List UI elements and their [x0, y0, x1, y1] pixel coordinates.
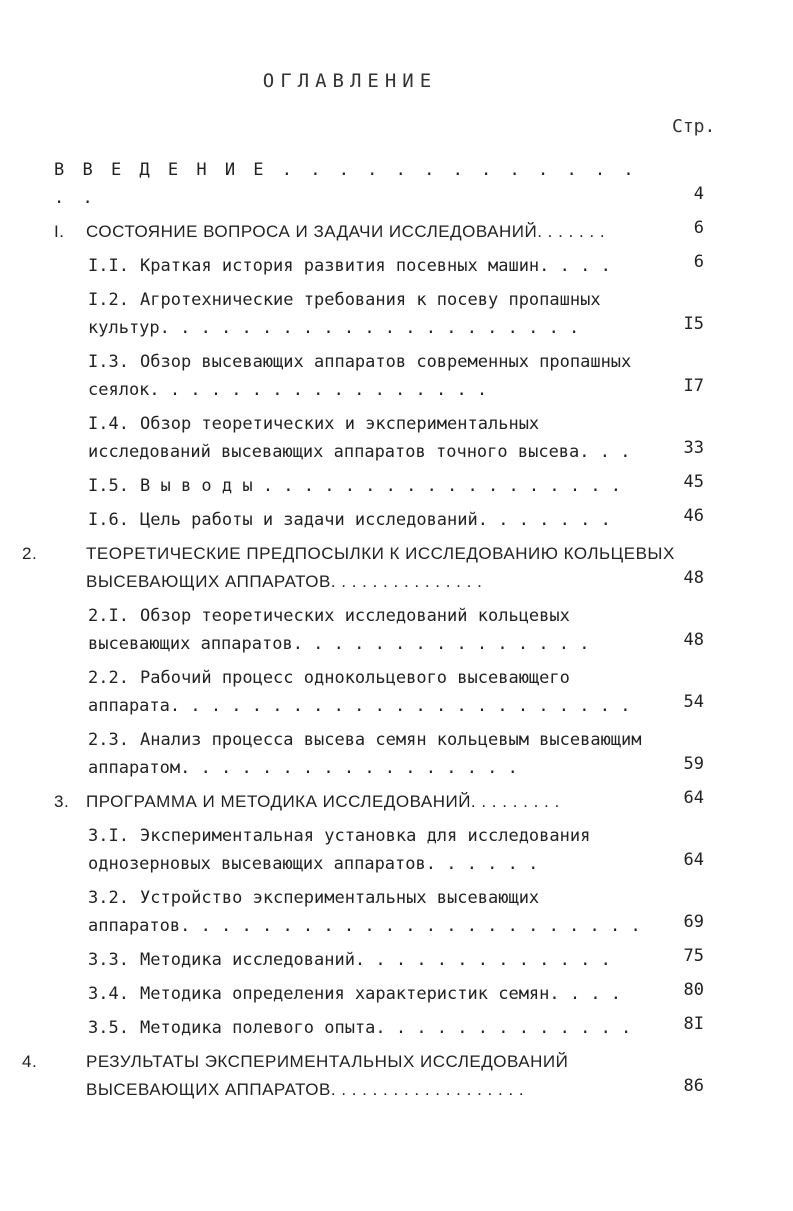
- toc-entry-number: I.2.: [88, 290, 129, 310]
- toc-page-number: 48: [683, 568, 704, 588]
- toc-entry-number: 2.I.: [88, 606, 129, 626]
- toc-entry-number: I.6.: [88, 510, 129, 530]
- toc-entry-number: 3.: [54, 792, 70, 811]
- toc-entry-text: РЕЗУЛЬТАТЫ ЭКСПЕРИМЕНТАЛЬНЫХ ИССЛЕДОВАНИЙ ВЫСЕВАЮЩИХ АППАРАТОВ. . . . . . . . . . . . . . . . . . .: [86, 1052, 569, 1099]
- toc-entry-text: Обзор теоретических исследований кольцевых высевающих аппаратов. . . . . . . . . . . . . . .: [88, 606, 590, 654]
- toc-entry-text: ТЕОРЕТИЧЕСКИЕ ПРЕДПОСЫЛКИ К ИССЛЕДОВАНИЮ КОЛЬЦЕВЫХ ВЫСЕВАЮЩИХ АППАРАТОВ. . . . . . . . . . . . . . .: [86, 544, 675, 591]
- toc-page-number: 69: [683, 912, 704, 932]
- toc-entry-2-3: [54, 726, 734, 782]
- toc-entry-text: Экспериментальная установка для исследования однозерновых высевающих аппаратов. . . . . .: [88, 826, 591, 874]
- toc-page-number: 33: [683, 438, 704, 458]
- toc-entry-number: I.3.: [88, 352, 129, 372]
- toc-entry-text: Устройство экспериментальных высевающих аппаратов. . . . . . . . . . . . . . . . . . . . . . .: [88, 888, 641, 936]
- toc-entry-text: Рабочий процесс однокольцевого высевающего аппарата. . . . . . . . . . . . . . . . . . . . . . .: [88, 668, 631, 716]
- toc-entry-text: Методика определения характеристик семян. . . .: [140, 984, 622, 1004]
- toc-entry-text: СОСТОЯНИЕ ВОПРОСА И ЗАДАЧИ ИССЛЕДОВАНИЙ. . . . . . .: [86, 222, 606, 241]
- toc-entry-1-3: [54, 348, 734, 404]
- toc-entry-number: 2.3.: [88, 730, 129, 750]
- toc-entry-1-5: [54, 472, 734, 500]
- toc-entry-3-5: [54, 1014, 734, 1042]
- toc-entry-1-6: [54, 506, 734, 534]
- toc-entry-2-2: [54, 664, 734, 720]
- toc-page-number: 59: [683, 754, 704, 774]
- toc-entry-chapter-3: [54, 788, 734, 816]
- toc-entry-number: 2.: [22, 544, 38, 563]
- toc-entry-chapter-4: [22, 1048, 734, 1104]
- toc-entry-3-3: [54, 946, 734, 974]
- toc-entry-text: Цель работы и задачи исследований. . . . . . .: [140, 510, 611, 530]
- toc-entry-number: 3.2.: [88, 888, 129, 908]
- toc-entry-text: В В Е Д Е Н И Е . . . . . . . . . . . . . . .: [54, 160, 638, 208]
- toc-entry-text: Краткая история развития посевных машин. . . .: [140, 256, 611, 276]
- toc-page-number: 45: [683, 472, 704, 492]
- toc-page-number: 64: [683, 788, 704, 808]
- toc-entry-chapter-1: [54, 218, 734, 246]
- toc-page-number: I5: [683, 314, 704, 334]
- toc-entry-1-1: [54, 252, 734, 280]
- page-title: ОГЛАВЛЕНИЕ: [262, 70, 438, 92]
- toc-entry-3-1: [54, 822, 734, 878]
- toc-page-number: 86: [683, 1076, 704, 1096]
- toc-entry-text: В ы в о д ы . . . . . . . . . . . . . . . . . .: [140, 476, 622, 496]
- toc-page-number: 8I: [683, 1014, 704, 1034]
- toc-entry-text: Агротехнические требования к посеву пропашных культур. . . . . . . . . . . . . . . . . . . . .: [88, 290, 601, 338]
- toc-page-number: 54: [683, 692, 704, 712]
- toc-entry-text: Анализ процесса высева семян кольцевым высевающим аппаратом. . . . . . . . . . . . . . . . .: [88, 730, 642, 778]
- toc-entry-number: I.5.: [88, 476, 129, 496]
- toc-entry-text: ПРОГРАММА И МЕТОДИКА ИССЛЕДОВАНИЙ. . . . . . . . .: [86, 792, 560, 811]
- toc-entry-1-4: [54, 410, 734, 466]
- toc-entry-text: Методика исследований. . . . . . . . . . . . .: [140, 950, 611, 970]
- toc-entry-number: 3.4.: [88, 984, 129, 1004]
- toc-entry-number: I.I.: [88, 256, 129, 276]
- toc-entry-1-2: [54, 286, 734, 342]
- toc-entry-number: 3.3.: [88, 950, 129, 970]
- toc-entry-number: 3.5.: [88, 1018, 129, 1038]
- toc-entry-number: I.: [54, 222, 65, 241]
- toc-entry-text: Обзор высевающих аппаратов современных пропашных сеялок. . . . . . . . . . . . . . . . .: [88, 352, 632, 400]
- toc-entry-3-4: [54, 980, 734, 1008]
- toc-page-number: 4: [693, 184, 704, 204]
- toc-page-number: 80: [683, 980, 704, 1000]
- toc-entry-3-2: [54, 884, 734, 940]
- toc-page-number: 64: [683, 850, 704, 870]
- table-of-contents: [22, 156, 734, 1104]
- toc-entry-number: I.4.: [88, 414, 129, 434]
- toc-entry-introduction: [54, 156, 734, 212]
- toc-page-number: 6: [693, 218, 704, 238]
- toc-page-number: I7: [683, 376, 704, 396]
- toc-entry-text: Методика полевого опыта. . . . . . . . . . . . .: [140, 1018, 632, 1038]
- toc-entry-number: 2.2.: [88, 668, 129, 688]
- page-column-header: Стр.: [672, 116, 716, 137]
- toc-entry-chapter-2: [22, 540, 734, 596]
- toc-entry-2-1: [54, 602, 734, 658]
- toc-page-number: 75: [683, 946, 704, 966]
- toc-page-number: 6: [693, 252, 704, 272]
- toc-entry-number: 4.: [22, 1052, 38, 1071]
- toc-entry-number: 3.I.: [88, 826, 129, 846]
- toc-entry-text: Обзор теоретических и экспериментальных исследований высевающих аппаратов точного высева. . .: [88, 414, 631, 462]
- toc-page-number: 46: [683, 506, 704, 526]
- toc-page-number: 48: [683, 630, 704, 650]
